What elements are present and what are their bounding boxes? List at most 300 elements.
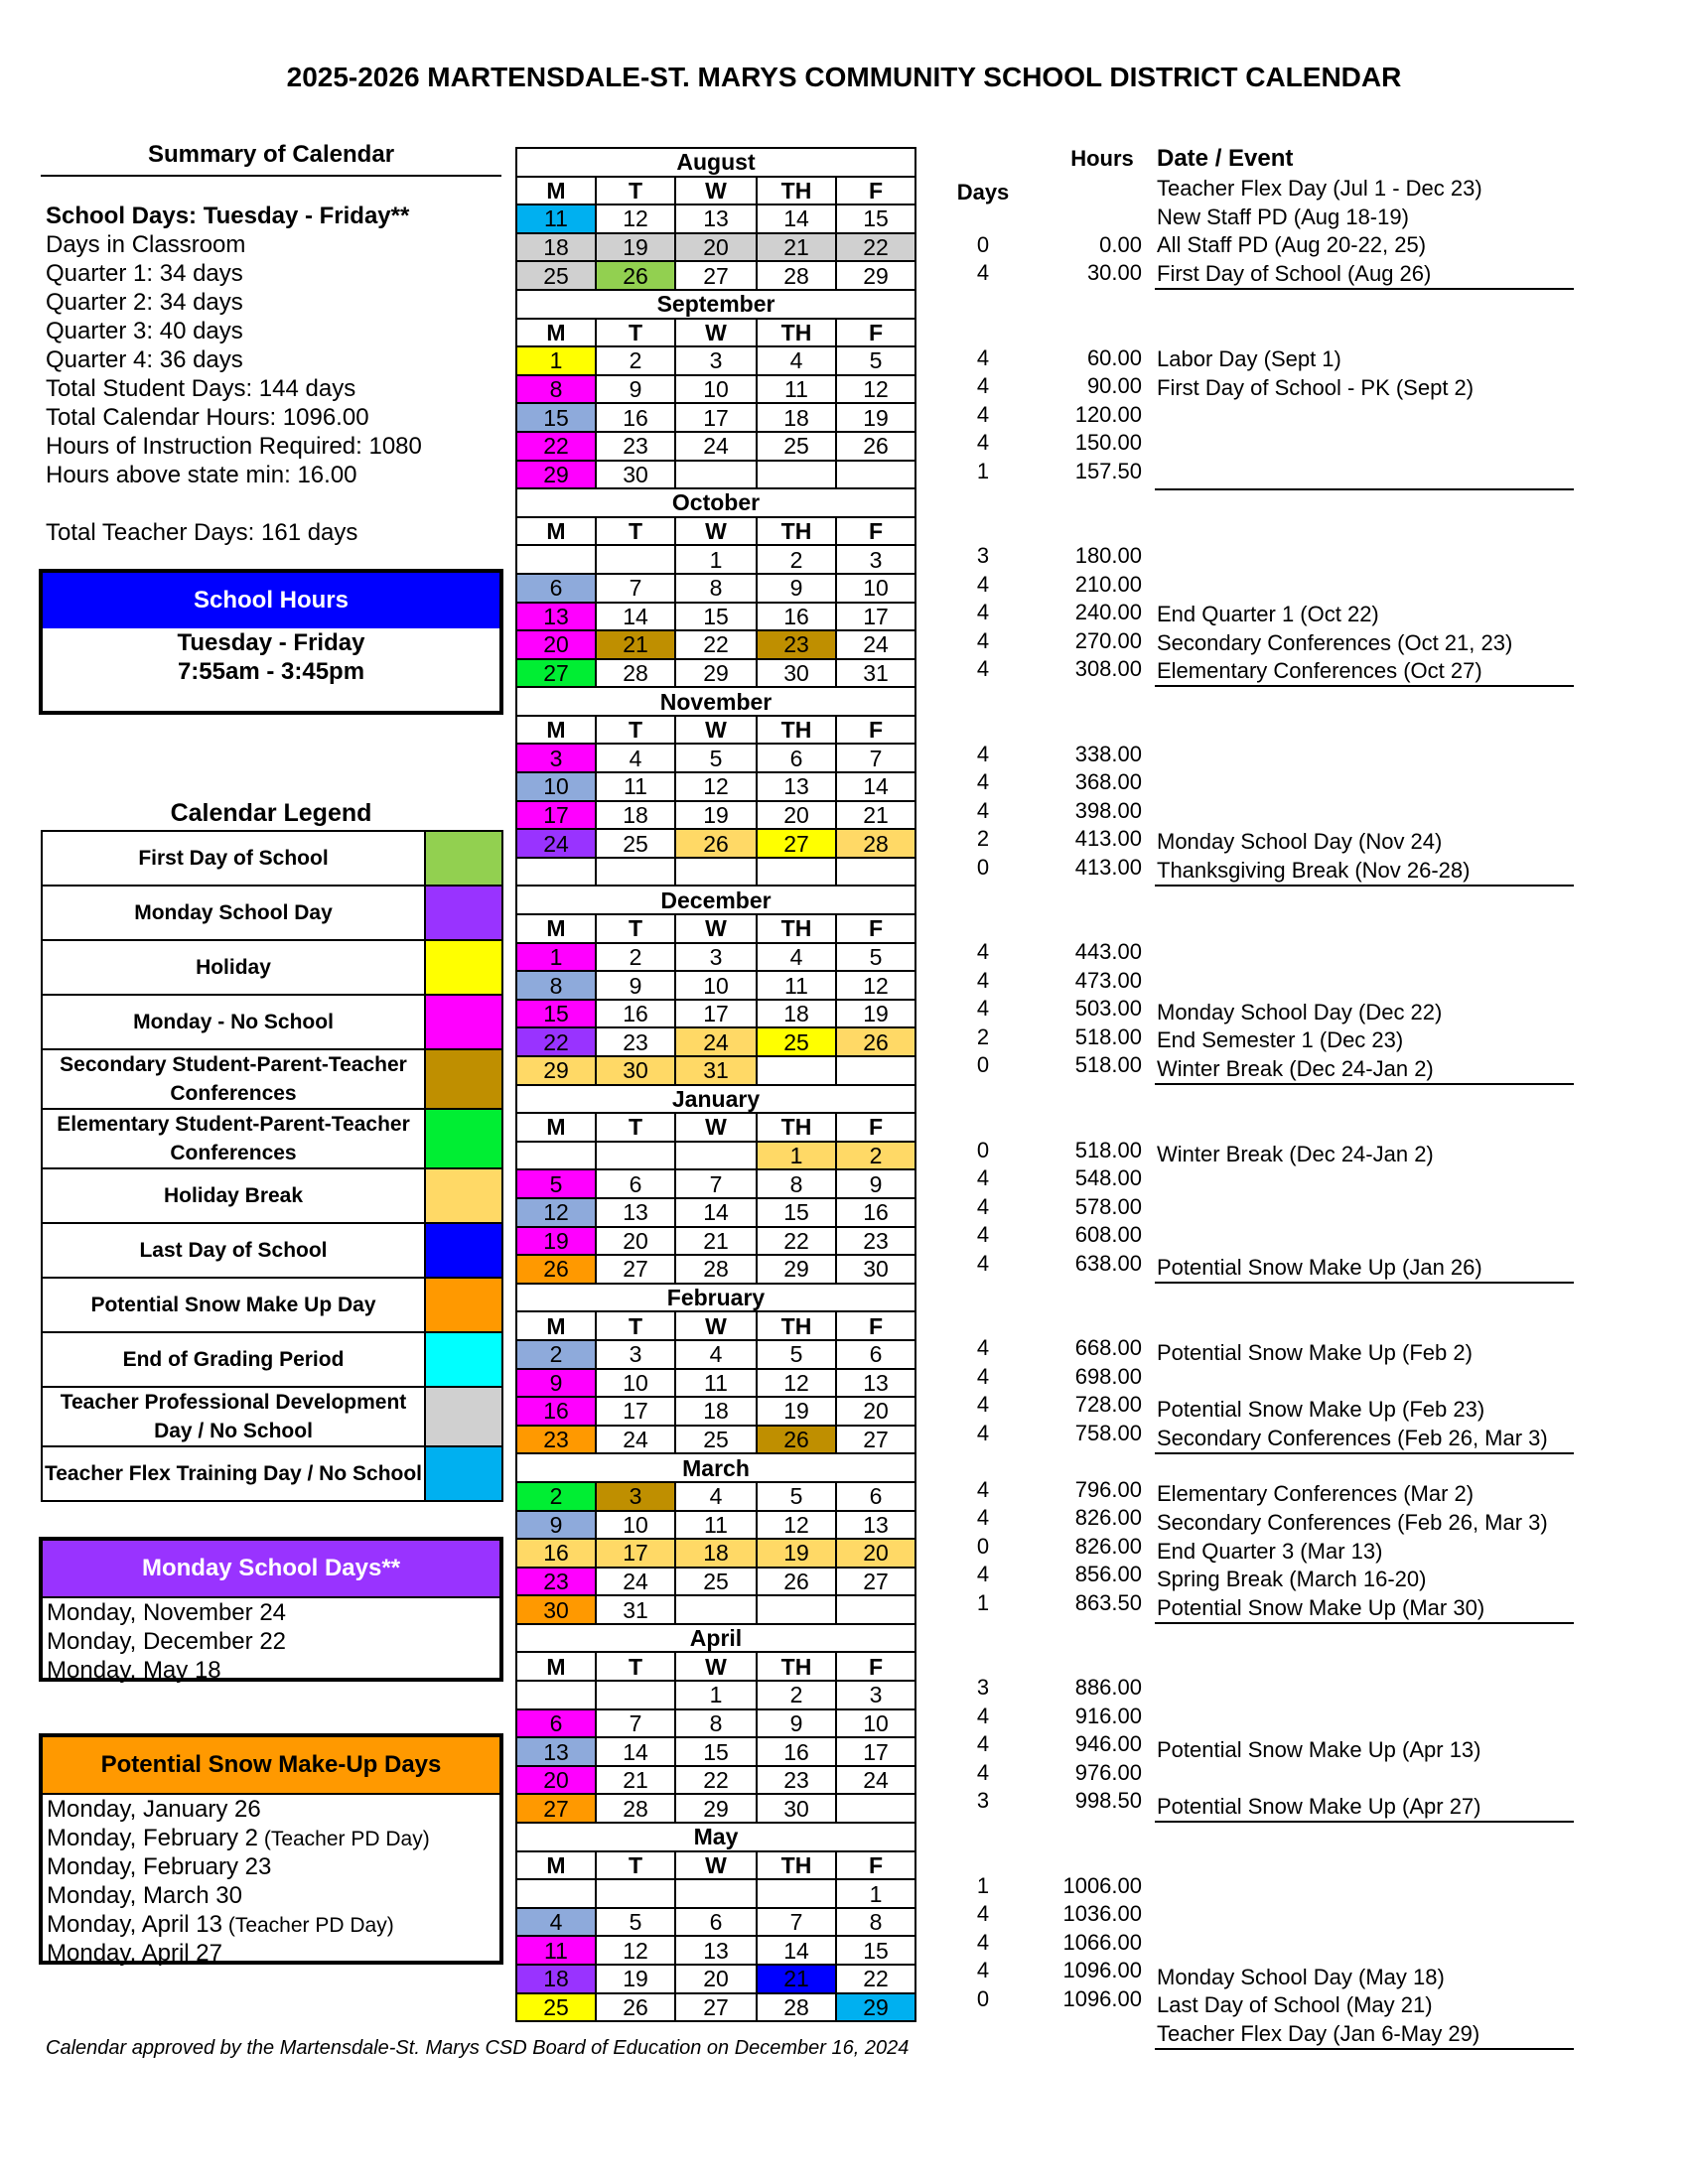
day-cell: 4 — [675, 1340, 757, 1369]
week-row — [516, 772, 915, 801]
day-cell: 8 — [836, 1908, 915, 1937]
legend-swatch — [425, 1387, 502, 1446]
day-cell — [516, 545, 596, 574]
cumulative-hours: 728.00 — [1074, 1392, 1142, 1417]
day-cell: 23 — [596, 432, 675, 461]
day-cell: 6 — [836, 1482, 915, 1511]
week-row — [516, 1993, 915, 2022]
cumulative-hours: 518.00 — [1074, 1024, 1142, 1049]
weekday-header-row — [516, 517, 915, 546]
month-name: April — [516, 1624, 915, 1653]
day-cell: 17 — [596, 1397, 675, 1426]
day-cell: 30 — [596, 461, 675, 489]
week-days-count: 4 — [976, 1363, 990, 1389]
week-row — [516, 971, 915, 1000]
month-name: February — [516, 1284, 915, 1312]
day-cell: 28 — [596, 659, 675, 688]
cumulative-hours: 916.00 — [1074, 1703, 1142, 1728]
weekday-header: TH — [757, 914, 836, 943]
day-cell: 20 — [516, 630, 596, 659]
day-cell: 26 — [596, 261, 675, 290]
week-days-count: 4 — [976, 1731, 990, 1756]
week-days-count: 0 — [976, 231, 990, 257]
day-cell — [675, 461, 757, 489]
event-label: Potential Snow Make Up (Feb 23) — [1157, 1397, 1485, 1422]
day-cell: 21 — [836, 801, 915, 830]
day-cell — [596, 1681, 675, 1709]
day-cell: 27 — [516, 1794, 596, 1823]
day-cell: 1 — [675, 545, 757, 574]
day-cell: 31 — [675, 1056, 757, 1085]
day-cell: 5 — [836, 943, 915, 972]
day-cell: 8 — [675, 1709, 757, 1738]
day-cell: 25 — [516, 261, 596, 290]
day-cell: 12 — [675, 772, 757, 801]
day-cell: 30 — [757, 1794, 836, 1823]
page-title: 2025-2026 MARTENSDALE-ST. MARYS COMMUNITY SCHOOL DISTRICT CALENDAR — [286, 62, 1402, 92]
day-cell — [836, 1595, 915, 1624]
event-label: Thanksgiving Break (Nov 26-28) — [1157, 858, 1471, 883]
day-cell: 27 — [757, 829, 836, 858]
cumulative-hours: 1036.00 — [1062, 1901, 1142, 1926]
weekday-header: F — [836, 716, 915, 745]
snow-makeup-date: Monday, February 23 — [47, 1853, 272, 1880]
legend-swatch — [425, 1223, 502, 1278]
day-cell: 24 — [596, 1426, 675, 1454]
week-days-count: 4 — [976, 1193, 990, 1219]
weekday-header: W — [675, 1851, 757, 1880]
event-label: Potential Snow Make Up (Jan 26) — [1157, 1255, 1482, 1280]
week-days-count: 4 — [976, 1335, 990, 1360]
day-cell: 10 — [836, 1709, 915, 1738]
legend-swatch — [425, 1109, 502, 1168]
day-cell: 3 — [516, 744, 596, 772]
summary-line: Quarter 1: 34 days — [46, 260, 243, 287]
day-cell: 15 — [836, 1936, 915, 1965]
week-row — [516, 1169, 915, 1198]
legend-row — [42, 1109, 502, 1168]
day-cell: 13 — [836, 1369, 915, 1398]
week-days-count: 1 — [976, 458, 990, 483]
day-cell: 6 — [757, 744, 836, 772]
weekday-header: T — [596, 319, 675, 347]
weekday-header: T — [596, 177, 675, 205]
day-cell: 28 — [836, 829, 915, 858]
weekday-header: T — [596, 1311, 675, 1340]
cumulative-hours: 240.00 — [1074, 600, 1142, 624]
week-row — [516, 432, 915, 461]
month-name: August — [516, 148, 915, 177]
day-cell: 21 — [596, 1766, 675, 1795]
snow-makeup-day — [43, 1852, 499, 1881]
event-label: End Quarter 3 (Mar 13) — [1157, 1539, 1383, 1564]
day-cell: 2 — [757, 1681, 836, 1709]
week-days-count: 4 — [976, 1703, 990, 1728]
week-row — [516, 1794, 915, 1823]
day-cell: 9 — [596, 971, 675, 1000]
cumulative-hours: 443.00 — [1074, 939, 1142, 964]
day-cell — [836, 1794, 915, 1823]
legend-row — [42, 1387, 502, 1446]
day-cell: 30 — [757, 659, 836, 688]
day-cell: 1 — [757, 1142, 836, 1170]
event-divider — [1155, 488, 1574, 490]
cumulative-hours: 150.00 — [1074, 430, 1142, 455]
day-cell: 26 — [757, 1426, 836, 1454]
day-cell: 2 — [516, 1482, 596, 1511]
day-cell: 15 — [675, 1737, 757, 1766]
calendar-legend — [41, 830, 503, 1502]
summary-line: Total Calendar Hours: 1096.00 — [46, 404, 369, 431]
day-cell: 15 — [675, 603, 757, 631]
snow-makeup-date: Monday, February 2 — [47, 1825, 258, 1851]
event-label: Spring Break (March 16-20) — [1157, 1567, 1427, 1591]
legend-row — [42, 886, 502, 940]
week-row — [516, 630, 915, 659]
event-divider — [1155, 1452, 1574, 1454]
weekday-header: T — [596, 716, 675, 745]
cumulative-hours: 796.00 — [1074, 1476, 1142, 1502]
cumulative-hours: 1096.00 — [1062, 1958, 1142, 1982]
day-cell: 20 — [516, 1766, 596, 1795]
week-row — [516, 1369, 915, 1398]
cumulative-hours: 120.00 — [1074, 401, 1142, 427]
day-cell: 10 — [596, 1511, 675, 1540]
day-cell — [516, 1142, 596, 1170]
day-cell: 17 — [836, 1737, 915, 1766]
cumulative-hours: 826.00 — [1074, 1505, 1142, 1530]
cumulative-hours: 157.50 — [1074, 458, 1142, 483]
weekday-header: T — [596, 1652, 675, 1681]
cumulative-hours: 0.00 — [1099, 231, 1142, 257]
day-cell: 24 — [596, 1568, 675, 1596]
legend-swatch — [425, 1168, 502, 1223]
month-name: January — [516, 1085, 915, 1114]
day-cell: 26 — [675, 829, 757, 858]
week-row — [516, 233, 915, 262]
cumulative-hours: 548.00 — [1074, 1165, 1142, 1190]
summary-line: School Days: Tuesday - Friday** — [46, 203, 410, 229]
day-cell: 26 — [596, 1993, 675, 2022]
week-row — [516, 574, 915, 603]
week-row — [516, 1737, 915, 1766]
day-cell: 19 — [596, 233, 675, 262]
day-cell: 19 — [675, 801, 757, 830]
day-cell: 19 — [836, 1000, 915, 1028]
event-label: End Quarter 1 (Oct 22) — [1157, 602, 1379, 626]
day-cell: 14 — [836, 772, 915, 801]
event-label: Potential Snow Make Up (Apr 13) — [1157, 1737, 1481, 1762]
day-cell: 30 — [516, 1595, 596, 1624]
day-cell: 15 — [836, 205, 915, 233]
summary-line: Quarter 4: 36 days — [46, 346, 243, 373]
day-cell: 13 — [516, 1737, 596, 1766]
day-cell: 4 — [757, 346, 836, 375]
day-cell: 4 — [596, 744, 675, 772]
week-row — [516, 603, 915, 631]
day-cell: 29 — [675, 1794, 757, 1823]
week-row — [516, 1142, 915, 1170]
week-row — [516, 1511, 915, 1540]
school-hours-time: 7:55am - 3:45pm — [177, 658, 365, 685]
weekday-header: F — [836, 1851, 915, 1880]
monday-school-day: Monday, November 24 — [47, 1599, 287, 1626]
day-cell: 7 — [757, 1908, 836, 1937]
weekday-header: F — [836, 914, 915, 943]
day-cell: 23 — [836, 1227, 915, 1256]
month-name: May — [516, 1823, 915, 1851]
day-cell: 28 — [596, 1794, 675, 1823]
week-days-count: 4 — [976, 1759, 990, 1785]
day-cell: 10 — [675, 971, 757, 1000]
day-cell: 9 — [757, 574, 836, 603]
day-cell: 11 — [675, 1511, 757, 1540]
day-cell: 26 — [836, 432, 915, 461]
day-cell: 12 — [836, 971, 915, 1000]
event-label: First Day of School - PK (Sept 2) — [1157, 375, 1475, 400]
day-cell: 5 — [596, 1908, 675, 1937]
week-days-count: 0 — [976, 854, 990, 880]
day-cell: 23 — [596, 1027, 675, 1056]
cumulative-hours: 90.00 — [1086, 373, 1142, 398]
day-cell: 20 — [675, 233, 757, 262]
cumulative-hours: 863.50 — [1074, 1589, 1142, 1615]
weekday-header: F — [836, 1652, 915, 1681]
day-cell: 20 — [757, 801, 836, 830]
cumulative-hours: 413.00 — [1074, 826, 1142, 851]
day-cell: 1 — [675, 1681, 757, 1709]
day-cell: 15 — [516, 1000, 596, 1028]
legend-label: Elementary Student-Parent-Teacher Conferences — [42, 1109, 425, 1168]
day-cell: 24 — [836, 630, 915, 659]
month-name: March — [516, 1453, 915, 1482]
cumulative-hours: 518.00 — [1074, 1052, 1142, 1077]
week-row — [516, 1879, 915, 1908]
week-row — [516, 1340, 915, 1369]
day-cell: 25 — [757, 432, 836, 461]
summary-heading: Summary of Calendar — [147, 141, 395, 168]
day-cell — [675, 1879, 757, 1908]
weekday-header: M — [516, 177, 596, 205]
week-days-count: 4 — [976, 627, 990, 653]
week-days-count: 4 — [976, 1505, 990, 1530]
weekday-header: TH — [757, 1113, 836, 1142]
summary-line: Total Teacher Days: 161 days — [46, 519, 358, 546]
weekday-header: W — [675, 1113, 757, 1142]
day-cell: 10 — [596, 1369, 675, 1398]
legend-label: Potential Snow Make Up Day — [42, 1278, 425, 1332]
day-cell: 18 — [596, 801, 675, 830]
summary-line: Days in Classroom — [46, 231, 246, 258]
weekday-header: W — [675, 319, 757, 347]
legend-row — [42, 831, 502, 886]
cumulative-hours: 1066.00 — [1062, 1929, 1142, 1955]
legend-label: Teacher Flex Training Day / No School — [42, 1446, 425, 1501]
day-cell: 5 — [836, 346, 915, 375]
monday-school-day: Monday, May 18 — [47, 1657, 221, 1684]
legend-row — [42, 1278, 502, 1332]
legend-row — [42, 1168, 502, 1223]
week-row — [516, 943, 915, 972]
monday-school-days-box — [39, 1537, 503, 1682]
legend-swatch — [425, 1049, 502, 1109]
day-cell: 3 — [836, 1681, 915, 1709]
weekday-header: F — [836, 177, 915, 205]
day-cell: 3 — [596, 1482, 675, 1511]
week-row — [516, 1539, 915, 1568]
cumulative-hours: 413.00 — [1074, 854, 1142, 880]
week-days-count: 4 — [976, 260, 990, 285]
day-cell: 6 — [516, 574, 596, 603]
legend-label: Secondary Student-Parent-Teacher Conferences — [42, 1049, 425, 1109]
day-cell: 20 — [596, 1227, 675, 1256]
day-cell: 19 — [516, 1227, 596, 1256]
day-cell — [836, 461, 915, 489]
day-cell: 11 — [757, 971, 836, 1000]
week-days-count: 2 — [976, 826, 990, 851]
day-cell: 18 — [516, 1965, 596, 1993]
day-cell: 19 — [596, 1965, 675, 1993]
week-days-count: 3 — [976, 543, 990, 568]
day-cell: 5 — [757, 1482, 836, 1511]
day-cell: 25 — [596, 829, 675, 858]
day-cell: 10 — [836, 574, 915, 603]
cumulative-hours: 503.00 — [1074, 996, 1142, 1021]
week-row — [516, 1936, 915, 1965]
day-cell: 16 — [516, 1539, 596, 1568]
day-cell: 22 — [516, 432, 596, 461]
weekday-header: TH — [757, 177, 836, 205]
snow-makeup-day — [43, 1881, 499, 1910]
day-cell: 8 — [757, 1169, 836, 1198]
day-cell: 16 — [836, 1198, 915, 1227]
day-cell: 20 — [836, 1397, 915, 1426]
day-cell: 14 — [757, 205, 836, 233]
day-cell — [516, 1681, 596, 1709]
week-days-count: 4 — [976, 656, 990, 681]
day-cell — [757, 1879, 836, 1908]
week-days-count: 4 — [976, 1958, 990, 1982]
day-cell: 16 — [516, 1397, 596, 1426]
week-row — [516, 1255, 915, 1284]
week-days-count: 1 — [976, 1589, 990, 1615]
week-row — [516, 375, 915, 404]
day-cell: 16 — [596, 1000, 675, 1028]
week-row — [516, 261, 915, 290]
weekday-header: TH — [757, 1311, 836, 1340]
day-cell: 14 — [675, 1198, 757, 1227]
day-cell: 29 — [836, 1993, 915, 2022]
event-label: Elementary Conferences (Mar 2) — [1157, 1481, 1475, 1506]
week-row — [516, 1000, 915, 1028]
day-cell: 15 — [757, 1198, 836, 1227]
day-cell: 21 — [596, 630, 675, 659]
week-days-count: 1 — [976, 1872, 990, 1898]
day-cell: 28 — [757, 261, 836, 290]
week-row — [516, 1709, 915, 1738]
week-days-count: 0 — [976, 1137, 990, 1162]
event-label: Winter Break (Dec 24-Jan 2) — [1157, 1142, 1434, 1166]
day-cell: 25 — [516, 1993, 596, 2022]
day-cell: 8 — [516, 971, 596, 1000]
day-cell: 25 — [757, 1027, 836, 1056]
month-name: September — [516, 290, 915, 319]
legend-swatch — [425, 1278, 502, 1332]
event-label: Secondary Conferences (Feb 26, Mar 3) — [1157, 1426, 1548, 1450]
cumulative-hours: 180.00 — [1074, 543, 1142, 568]
summary-line: Hours of Instruction Required: 1080 — [46, 433, 422, 460]
event-label: Monday School Day (May 18) — [1157, 1965, 1445, 1989]
cumulative-hours: 1096.00 — [1062, 1985, 1142, 2011]
school-hours-days: Tuesday - Friday — [177, 629, 365, 656]
week-row — [516, 205, 915, 233]
cumulative-hours: 998.50 — [1074, 1788, 1142, 1813]
cumulative-hours: 698.00 — [1074, 1363, 1142, 1389]
day-cell: 9 — [516, 1369, 596, 1398]
month-name: October — [516, 488, 915, 517]
school-hours-title: School Hours — [43, 573, 499, 628]
week-row — [516, 545, 915, 574]
week-row — [516, 1766, 915, 1795]
legend-title: Calendar Legend — [170, 799, 372, 827]
day-cell — [516, 858, 596, 887]
day-cell — [596, 545, 675, 574]
day-cell: 21 — [675, 1227, 757, 1256]
day-cell: 2 — [836, 1142, 915, 1170]
day-cell — [596, 1142, 675, 1170]
snow-makeup-list — [43, 1795, 499, 1968]
day-cell: 1 — [836, 1879, 915, 1908]
day-cell: 27 — [675, 261, 757, 290]
snow-makeup-day — [43, 1824, 499, 1852]
week-row — [516, 858, 915, 887]
day-cell: 27 — [836, 1426, 915, 1454]
school-hours-box — [39, 569, 503, 715]
day-cell: 25 — [675, 1426, 757, 1454]
cumulative-hours: 60.00 — [1086, 344, 1142, 370]
week-days-count: 0 — [976, 1533, 990, 1559]
day-cell: 7 — [596, 1709, 675, 1738]
event-label: Teacher Flex Day (Jan 6-May 29) — [1157, 2021, 1480, 2046]
day-cell: 23 — [757, 630, 836, 659]
days-header: Days — [956, 180, 1010, 205]
summary-line: Hours above state min: 16.00 — [46, 462, 357, 488]
event-divider — [1155, 1622, 1574, 1624]
cumulative-hours: 668.00 — [1074, 1335, 1142, 1360]
weekday-header: M — [516, 319, 596, 347]
weekday-header: TH — [757, 1652, 836, 1681]
event-divider — [1155, 1083, 1574, 1085]
day-cell: 25 — [675, 1568, 757, 1596]
day-cell: 14 — [757, 1936, 836, 1965]
weekday-header: M — [516, 914, 596, 943]
week-days-count: 4 — [976, 1250, 990, 1276]
weekday-header-row — [516, 319, 915, 347]
day-cell — [757, 858, 836, 887]
snow-makeup-day — [43, 1910, 499, 1939]
week-days-count: 4 — [976, 600, 990, 624]
weekday-header: W — [675, 1652, 757, 1681]
week-days-count: 4 — [976, 741, 990, 766]
event-label: Labor Day (Sept 1) — [1157, 346, 1341, 371]
event-label: Teacher Flex Day (Jul 1 - Dec 23) — [1157, 176, 1482, 201]
week-row — [516, 346, 915, 375]
week-days-count: 4 — [976, 769, 990, 794]
cumulative-hours: 308.00 — [1074, 656, 1142, 681]
day-cell: 13 — [757, 772, 836, 801]
weekday-header-row — [516, 1851, 915, 1880]
day-cell: 24 — [516, 829, 596, 858]
